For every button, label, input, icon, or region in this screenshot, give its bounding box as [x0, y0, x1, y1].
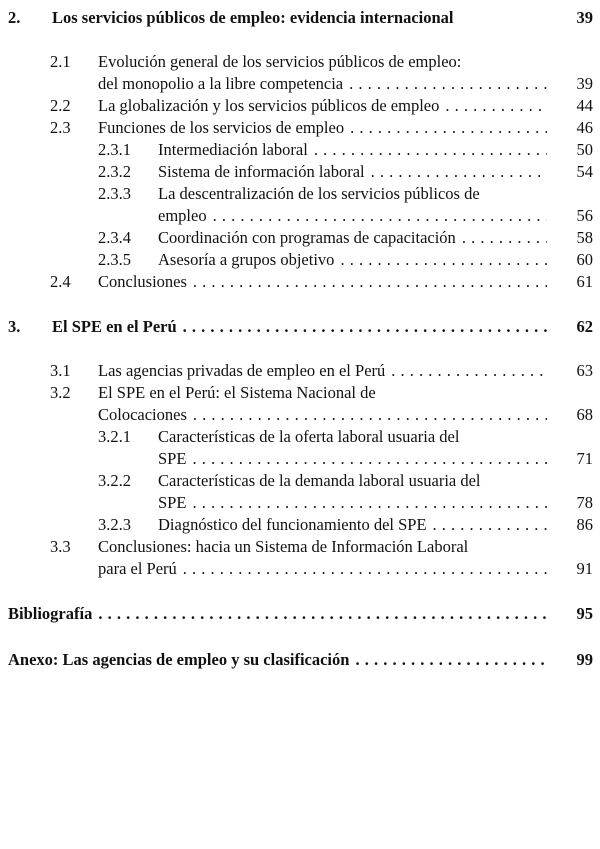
toc-entry-number: 2.3.1 — [98, 140, 131, 159]
toc-entry-number: 2.2 — [50, 96, 71, 115]
toc-entry-page: 99 — [576, 650, 593, 669]
leader-dots — [340, 249, 547, 271]
toc-entry-title: Asesoría a grupos objetivo — [158, 250, 335, 269]
toc-entry-number: 3.1 — [50, 361, 71, 380]
toc-entry-3-3-line1[interactable] — [0, 536, 593, 558]
toc-entry-title-cont: SPE — [158, 493, 187, 512]
leader-dots — [213, 205, 547, 227]
toc-entry-page: 68 — [576, 405, 593, 424]
toc-entry-3-2-3[interactable] — [0, 514, 593, 536]
toc-entry-title: La globalización y los servicios públicos de empleo — [98, 96, 440, 115]
toc-entry-page: 58 — [576, 228, 593, 247]
toc-entry-number: 2. — [8, 8, 21, 27]
toc-entry-title-cont: Colocaciones — [98, 405, 187, 424]
toc-entry-chapter-2[interactable] — [0, 7, 593, 29]
toc-entry-page: 56 — [576, 206, 593, 225]
toc-entry-title: Funciones de los servicios de empleo — [98, 118, 345, 137]
toc-entry-title: Intermediación laboral — [158, 140, 308, 159]
toc-entry-page: 78 — [576, 493, 593, 512]
toc-entry-page: 46 — [576, 118, 593, 137]
toc-entry-3-2-2-line2[interactable] — [0, 492, 593, 514]
leader-dots — [462, 227, 547, 249]
toc-entry-title: Evolución general de los servicios públicos de empleo: — [98, 52, 462, 71]
toc-entry-bibliografia[interactable] — [0, 603, 593, 625]
toc-entry-title: Conclusiones: hacia un Sistema de Información Laboral — [98, 537, 469, 556]
leader-dots — [371, 161, 547, 183]
toc-entry-title: Las agencias privadas de empleo en el Perú — [98, 361, 386, 380]
leader-dots — [183, 558, 547, 580]
toc-entry-2-3-3-line2[interactable] — [0, 205, 593, 227]
leader-dots — [193, 271, 547, 293]
toc-entry-title: Coordinación con programas de capacitación — [158, 228, 456, 247]
toc-entry-2-3-5[interactable] — [0, 249, 593, 271]
toc-entry-number: 2.4 — [50, 272, 71, 291]
toc-entry-title: El SPE en el Perú: el Sistema Nacional de — [98, 383, 376, 402]
leader-dots — [349, 73, 547, 95]
leader-dots — [391, 360, 547, 382]
toc-entry-page: 71 — [576, 449, 593, 468]
toc-entry-number: 3.2.2 — [98, 471, 131, 490]
toc-entry-page: 50 — [576, 140, 593, 159]
leader-dots — [192, 492, 547, 514]
toc-entry-number: 2.3.2 — [98, 162, 131, 181]
leader-dots — [433, 514, 547, 536]
leader-dots — [183, 316, 547, 338]
toc-entry-title: Los servicios públicos de empleo: evidencia internacional — [52, 8, 454, 27]
toc-entry-3-1[interactable] — [0, 360, 593, 382]
leader-dots — [193, 404, 547, 426]
toc-entry-title-cont: SPE — [158, 449, 187, 468]
toc-entry-page: 39 — [576, 74, 593, 93]
toc-entry-number: 3.2 — [50, 383, 71, 402]
toc-entry-3-2-line1[interactable] — [0, 382, 593, 404]
toc-entry-2-1-line1[interactable] — [0, 51, 593, 73]
toc-entry-number: 3. — [8, 317, 21, 336]
toc-entry-3-2-line2[interactable] — [0, 404, 593, 426]
toc-entry-title: Diagnóstico del funcionamiento del SPE — [158, 515, 427, 534]
toc-entry-title: Conclusiones — [98, 272, 187, 291]
leader-dots — [314, 139, 547, 161]
toc-entry-anexo[interactable] — [0, 649, 593, 671]
toc-entry-2-3-1[interactable] — [0, 139, 593, 161]
toc-entry-title-cont: del monopolio a la libre competencia — [98, 74, 344, 93]
leader-dots — [445, 95, 547, 117]
toc-entry-page: 60 — [576, 250, 593, 269]
toc-entry-title-cont: para el Perú — [98, 559, 177, 578]
toc-entry-page: 61 — [576, 272, 593, 291]
toc-entry-number: 2.1 — [50, 52, 71, 71]
leader-dots — [355, 649, 547, 671]
toc-entry-number: 2.3.5 — [98, 250, 131, 269]
toc-entry-2-2[interactable] — [0, 95, 593, 117]
toc-entry-number: 3.3 — [50, 537, 71, 556]
toc-entry-2-4[interactable] — [0, 271, 593, 293]
toc-entry-title: Características de la demanda laboral usuaria del — [158, 471, 481, 490]
toc-entry-2-3-2[interactable] — [0, 161, 593, 183]
toc-entry-title: La descentralización de los servicios públicos de — [158, 184, 480, 203]
toc-entry-title: El SPE en el Perú — [52, 317, 177, 336]
toc-entry-chapter-3[interactable] — [0, 316, 593, 338]
toc-entry-page: 86 — [576, 515, 593, 534]
toc-entry-title-cont: empleo — [158, 206, 207, 225]
toc-entry-2-3-3-line1[interactable] — [0, 183, 593, 205]
toc-entry-page: 44 — [576, 96, 593, 115]
toc-entry-title: Anexo: Las agencias de empleo y su clasificación — [8, 650, 350, 669]
toc-entry-number: 2.3 — [50, 118, 71, 137]
toc-entry-page: 63 — [576, 361, 593, 380]
toc-entry-3-2-2-line1[interactable] — [0, 470, 593, 492]
toc-entry-title: Bibliografía — [8, 604, 93, 623]
toc-entry-2-3-4[interactable] — [0, 227, 593, 249]
toc-entry-3-2-1-line2[interactable] — [0, 448, 593, 470]
leader-dots — [350, 117, 547, 139]
toc-entry-number: 2.3.3 — [98, 184, 131, 203]
leader-dots — [192, 448, 547, 470]
leader-dots — [98, 603, 547, 625]
toc-entry-page: 91 — [576, 559, 593, 578]
toc-entry-page: 62 — [576, 317, 593, 336]
toc-entry-3-3-line2[interactable] — [0, 558, 593, 580]
toc-entry-title: Características de la oferta laboral usuaria del — [158, 427, 460, 446]
toc-entry-number: 2.3.4 — [98, 228, 131, 247]
toc-entry-3-2-1-line1[interactable] — [0, 426, 593, 448]
toc-entry-page: 54 — [576, 162, 593, 181]
toc-entry-number: 3.2.3 — [98, 515, 131, 534]
toc-entry-2-3[interactable] — [0, 117, 593, 139]
toc-entry-title: Sistema de información laboral — [158, 162, 365, 181]
toc-entry-page: 39 — [576, 8, 593, 27]
toc-entry-page: 95 — [576, 604, 593, 623]
toc-entry-number: 3.2.1 — [98, 427, 131, 446]
toc-entry-2-1-line2[interactable] — [0, 73, 593, 95]
